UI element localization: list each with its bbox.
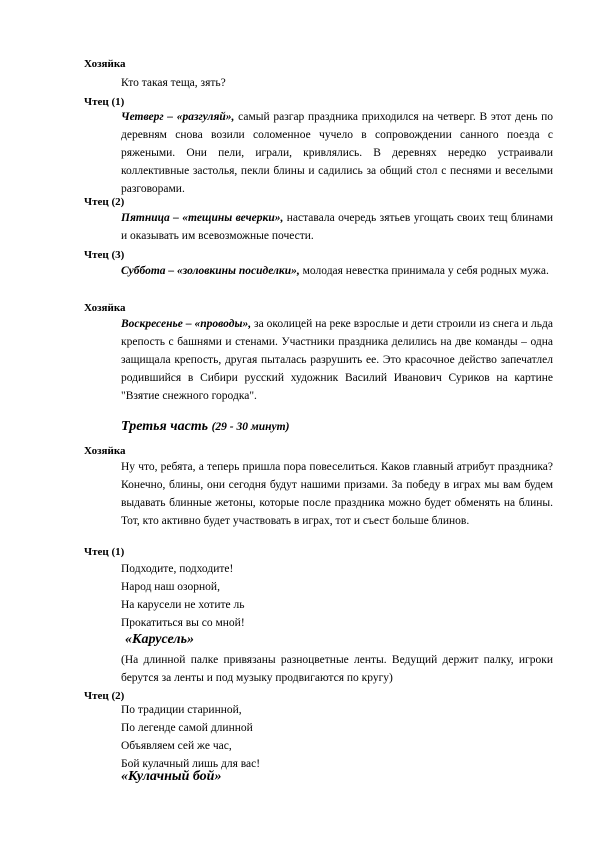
day-title: Четверг – «разгуляй», (121, 111, 235, 123)
paragraph-thursday (121, 108, 553, 198)
speaker-label: Чтец (2) (84, 690, 125, 702)
verse-line: Бой кулачный лишь для вас! (121, 758, 261, 770)
speaker-label: Чтец (3) (84, 249, 125, 261)
section-title (121, 418, 289, 436)
paragraph-sunday (121, 315, 553, 405)
verse (121, 560, 245, 632)
section-title-text: Третья часть (121, 419, 209, 434)
verse-line: Объявляем сей же час, (121, 740, 232, 752)
day-title: Пятница – «тещины вечерки», (121, 212, 284, 224)
paragraph-text: наставала очередь зятьев угощать своих тещ блинами и оказывать им всевозможные почести. (121, 212, 554, 242)
game-title: «Карусель» (125, 632, 195, 647)
day-title: Суббота – «золовкины посиделки», (121, 265, 300, 277)
speaker-label: Хозяйка (84, 302, 126, 314)
paragraph-text: молодая невестка принимала у себя родных мужа. (299, 265, 549, 277)
speaker-label: Чтец (2) (84, 196, 125, 208)
paragraph: Кто такая теща, зять? (121, 77, 226, 89)
paragraph: Ну что, ребята, а теперь пришла пора повеселиться. Каков главный атрибут праздника? Конечно, блины, они сегодня будут нашими призами. За победу в играх мы вам будем выдавать блинные жетоны, которые после праздника можно будет обменять на блины. Тот, кто активно будет участвовать в играх, тот и съест больше блинов. (121, 461, 553, 527)
game-title: «Кулачный бой» (121, 769, 222, 784)
speaker-label: Хозяйка (84, 58, 126, 70)
verse-line: Прокатиться вы со мной! (121, 617, 245, 629)
day-title: Воскресенье – «проводы», (121, 318, 252, 330)
verse-line: На карусели не хотите ль (121, 599, 245, 611)
verse-line: По традиции старинной, (121, 704, 242, 716)
verse-line: Народ наш озорной, (121, 581, 220, 593)
verse-line: Подходите, подходите! (121, 563, 234, 575)
speaker-label: Чтец (1) (84, 96, 125, 108)
game-description: (На длинной палке привязаны разноцветные ленты. Ведущий держит палку, игроки берутся за ленты и под музыку продвигаются по кругу) (121, 654, 553, 684)
paragraph-saturday (121, 262, 553, 280)
paragraph-text: самый разгар праздника приходился на четверг. В этот день по деревням снова возили соломенное чучело в сопровождении санного поезда с ряжеными. Они пели, играли, кривлялись. В деревнях нередко устраивали коллективные застолья, пекли блины и садились за общий стол с песнями и веселыми разговорами. (121, 111, 553, 195)
verse-line: По легенде самой длинной (121, 722, 253, 734)
paragraph-friday (121, 209, 553, 245)
speaker-label: Чтец (1) (84, 546, 125, 558)
verse (121, 701, 260, 773)
paragraph-text: за околицей на реке взрослые и дети строили из снега и льда крепость с башнями и стенами. Участники праздника делились на две команды – одна защищала крепость, другая пыталась разрушить ее. Это красочное действо запечатлел родившийся в Сибири русский художник Василий Иванович Суриков на картине "Взятие снежного городка". (121, 318, 553, 402)
speaker-label: Хозяйка (84, 445, 126, 457)
section-duration: (29 - 30 минут) (211, 421, 290, 433)
